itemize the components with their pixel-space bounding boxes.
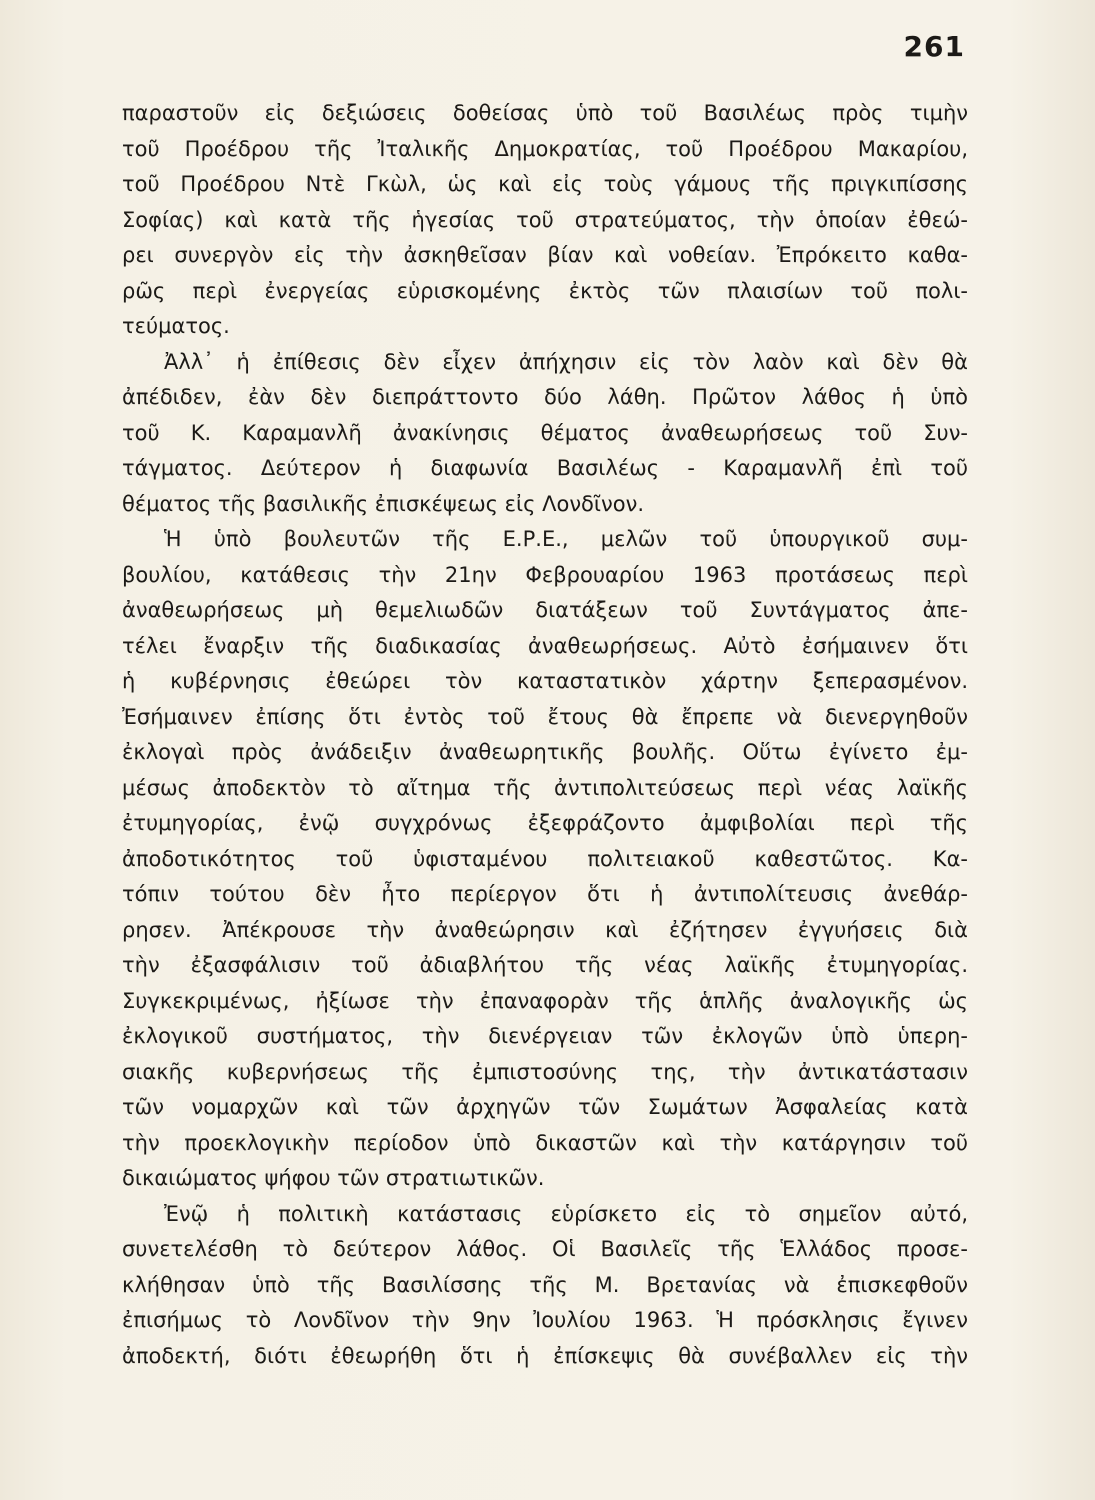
text-line: ἐκλογαὶ πρὸς ἀνάδειξιν ἀναθεωρητικῆς βουλῆς. Οὕτω ἐγίνετο ἐμ- (122, 740, 968, 764)
text-line: τὴν ἐξασφάλισιν τοῦ ἀδιαβλήτου τῆς νέας λαϊκῆς ἐτυμηγορίας. (122, 953, 968, 977)
text-line: ἡ κυβέρνησις ἐθεώρει τὸν καταστατικὸν χάρτην ξεπερασμένον. (122, 669, 968, 693)
text-line: τέλει ἔναρξιν τῆς διαδικασίας ἀναθεωρήσεως. Αὐτὸ ἐσήμαινεν ὅτι (122, 633, 968, 658)
text-line: τῶν νομαρχῶν καὶ τῶν ἀρχηγῶν τῶν Σωμάτων Ἀσφαλείας κατὰ (122, 1095, 968, 1119)
text-line: ρῶς περὶ ἐνεργείας εὑρισκομένης ἐκτὸς τῶν πλαισίων τοῦ πολι- (122, 278, 968, 303)
text-line: Ἐνῷ ἡ πολιτικὴ κατάστασις εὑρίσκετο εἰς τὸ σημεῖον αὐτό, (164, 1201, 968, 1226)
text-line: ἀποδοτικότητος τοῦ ὑφισταμένου πολιτειακοῦ καθεστῶτος. Κα- (122, 846, 968, 871)
text-line: ἐτυμηγορίας, ἐνῷ συγχρόνως ἐξεφράζοντο ἀμφιβολίαι περὶ τῆς (122, 811, 968, 835)
text-line: Ἀλλ᾽ ἡ ἐπίθεσις δὲν εἶχεν ἀπήχησιν εἰς τὸν λαὸν καὶ δὲν θὰ (164, 349, 968, 374)
body-text (122, 96, 968, 1374)
text-line: τὴν προεκλογικὴν περίοδον ὑπὸ δικαστῶν καὶ τὴν κατάργησιν τοῦ (122, 1130, 968, 1155)
text-line: ρει συνεργὸν εἰς τὴν ἀσκηθεῖσαν βίαν καὶ νοθείαν. Ἐπρόκειτο καθα- (122, 243, 968, 267)
text-line: τεύματος. (122, 314, 230, 338)
text-line: Ἐσήμαινεν ἐπίσης ὅτι ἐντὸς τοῦ ἔτους θὰ ἔπρεπε νὰ διενεργηθοῦν (122, 704, 968, 729)
text-line: ἐπισήμως τὸ Λονδῖνον τὴν 9ην Ἰουλίου 1963. Ἡ πρόσκλησις ἔγινεν (122, 1308, 968, 1332)
text-line: τόπιν τούτου δὲν ἦτο περίεργον ὅτι ἡ ἀντιπολίτευσις ἀνεθάρ- (122, 882, 968, 906)
text-line: ἀναθεωρήσεως μὴ θεμελιωδῶν διατάξεων τοῦ Συντάγματος ἀπε- (122, 598, 968, 622)
text-line: τοῦ Κ. Καραμανλῆ ἀνακίνησις θέματος ἀναθεωρήσεως τοῦ Συν- (122, 420, 968, 445)
text-line: δικαιώματος ψήφου τῶν στρατιωτικῶν. (122, 1166, 545, 1190)
text-line: τοῦ Προέδρου τῆς Ἰταλικῆς Δημοκρατίας, τοῦ Προέδρου Μακαρίου, (122, 136, 968, 161)
text-line: τάγματος. Δεύτερον ἡ διαφωνία Βασιλέως - Καραμανλῆ ἐπὶ τοῦ (122, 456, 968, 480)
text-line: μέσως ἀποδεκτὸν τὸ αἴτημα τῆς ἀντιπολιτεύσεως περὶ νέας λαϊκῆς (122, 775, 968, 800)
text-line: παραστοῦν εἰς δεξιώσεις δοθείσας ὑπὸ τοῦ Βασιλέως πρὸς τιμὴν (122, 101, 968, 125)
page-number: 261 (903, 30, 965, 63)
text-line: συνετελέσθη τὸ δεύτερον λάθος. Οἱ Βασιλεῖς τῆς Ἑλλάδος προσε- (122, 1237, 968, 1261)
text-line: τοῦ Προέδρου Ντὲ Γκὼλ, ὡς καὶ εἰς τοὺς γάμους τῆς πριγκιπίσσης (122, 172, 968, 196)
text-line: ἐκλογικοῦ συστήματος, τὴν διενέργειαν τῶν ἐκλογῶν ὑπὸ ὑπερη- (122, 1024, 968, 1048)
text-line: ἀποδεκτή, διότι ἐθεωρήθη ὅτι ἡ ἐπίσκεψις θὰ συνέβαλλεν εἰς τὴν (122, 1343, 968, 1368)
text-line: κλήθησαν ὑπὸ τῆς Βασιλίσσης τῆς Μ. Βρετανίας νὰ ἐπισκεφθοῦν (122, 1272, 968, 1297)
text-line: Συγκεκριμένως, ἠξίωσε τὴν ἐπαναφορὰν τῆς ἁπλῆς ἀναλογικῆς ὡς (122, 988, 968, 1013)
text-line: ρησεν. Ἀπέκρουσε τὴν ἀναθεώρησιν καὶ ἐζήτησεν ἐγγυήσεις διὰ (122, 917, 968, 942)
text-line: σιακῆς κυβερνήσεως τῆς ἐμπιστοσύνης της, τὴν ἀντικατάστασιν (122, 1059, 968, 1084)
text-line: βουλίου, κατάθεσις τὴν 21ην Φεβρουαρίου 1963 προτάσεως περὶ (122, 562, 968, 587)
text-line: Ἡ ὑπὸ βουλευτῶν τῆς Ε.Ρ.Ε., μελῶν τοῦ ὑπουργικοῦ συμ- (164, 527, 968, 551)
text-line: Σοφίας) καὶ κατὰ τῆς ἡγεσίας τοῦ στρατεύματος, τὴν ὁποίαν ἐθεώ- (122, 207, 968, 232)
text-line: ἀπέδιδεν, ἐὰν δὲν διεπράττοντο δύο λάθη. Πρῶτον λάθος ἡ ὑπὸ (122, 385, 968, 409)
text-line: θέματος τῆς βασιλικῆς ἐπισκέψεως εἰς Λονδῖνον. (122, 491, 644, 516)
